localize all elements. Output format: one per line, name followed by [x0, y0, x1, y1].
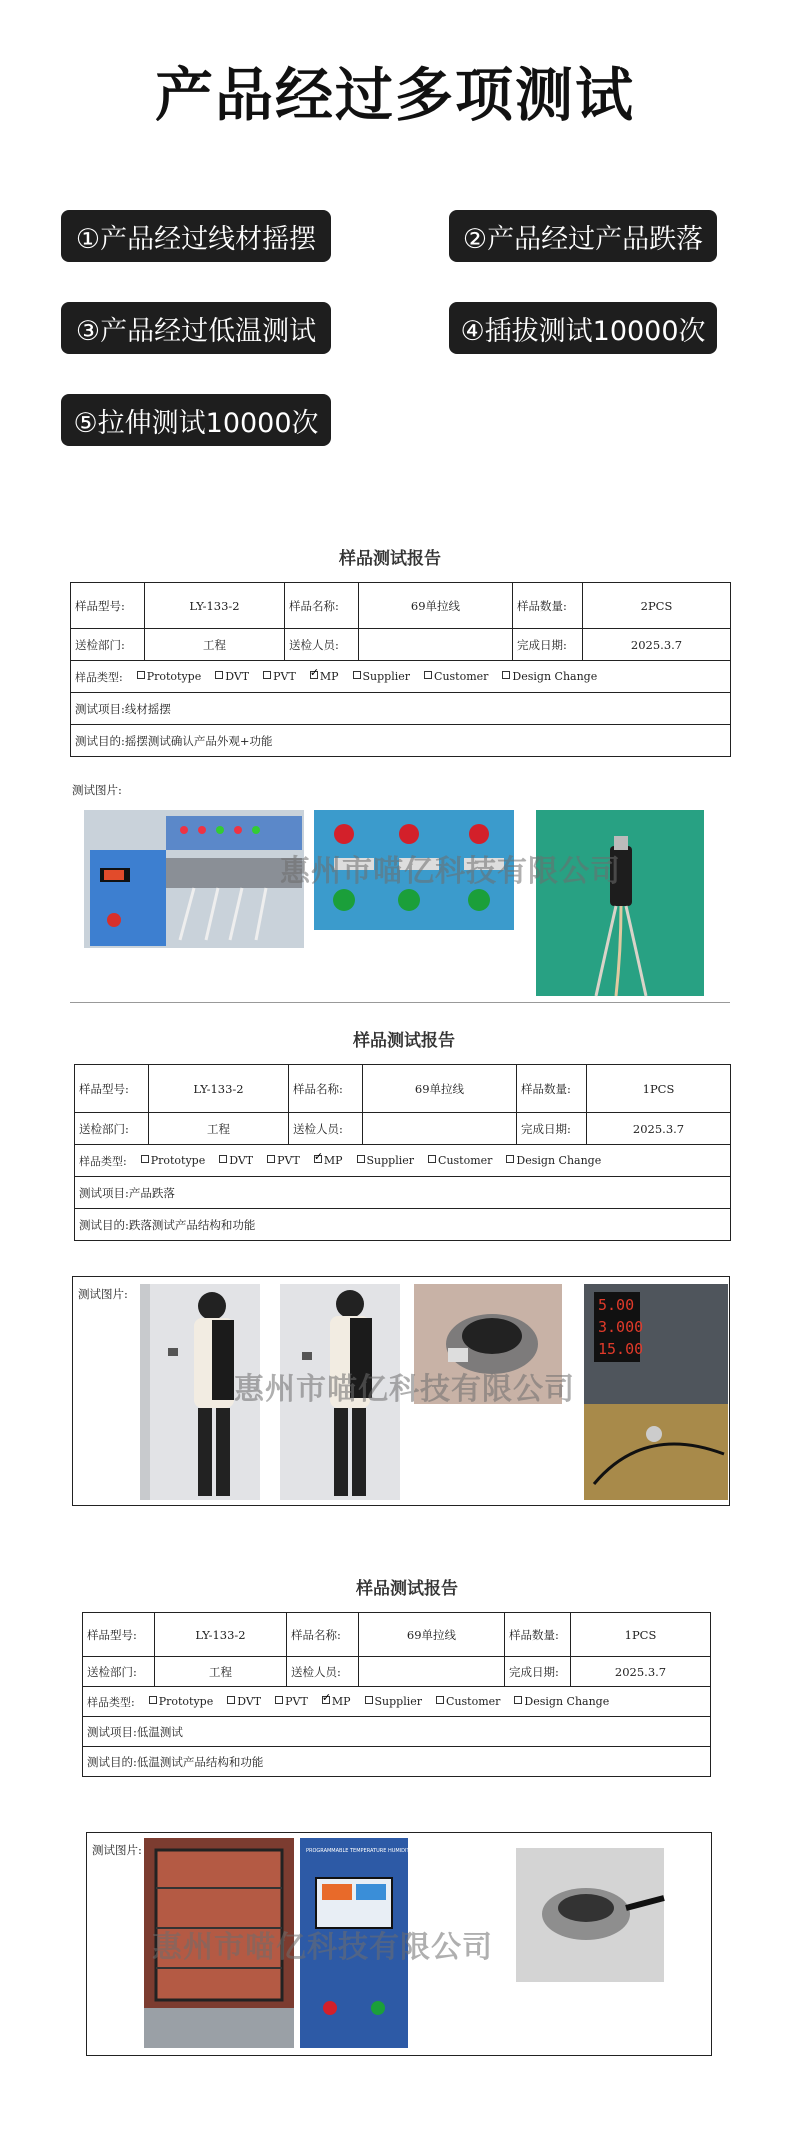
model-value: LY-133-2: [145, 583, 285, 629]
checkbox-icon: [141, 1155, 149, 1163]
test-tag-swing: ①产品经过线材摇摆: [61, 210, 331, 262]
page-title: 产品经过多项测试: [154, 61, 635, 129]
name-value: 69单拉线: [359, 1613, 505, 1657]
report-table: [82, 1612, 711, 1777]
dept-value: 工程: [149, 1113, 289, 1145]
type-option: Customer: [436, 1695, 500, 1708]
qty-value: 1PCS: [571, 1613, 711, 1657]
dept-label: 送检部门:: [71, 629, 145, 661]
checkbox-icon: [353, 671, 361, 679]
type-option-checked: ✓ MP: [310, 670, 339, 683]
model-value: LY-133-2: [149, 1065, 289, 1113]
report-3: [82, 1570, 732, 2060]
qty-label: 样品数量:: [517, 1065, 587, 1113]
date-label: 完成日期:: [517, 1113, 587, 1145]
type-option: Design Change: [514, 1695, 609, 1708]
type-option-checked: ✓ MP: [322, 1695, 351, 1708]
power-supply-illustration: [584, 1284, 728, 1500]
model-label: 样品型号:: [83, 1613, 155, 1657]
test-purpose-row: [71, 725, 731, 757]
chamber-label: PROGRAMMABLE TEMPERATURE HUMIDITY CHAMBER: [306, 1848, 440, 1854]
report-title: 样品测试报告: [356, 1579, 458, 1599]
checkbox-icon: [357, 1155, 365, 1163]
checked-checkbox-icon: [314, 1155, 322, 1163]
checkbox-icon: [219, 1155, 227, 1163]
checkbox-icon: [514, 1696, 522, 1704]
type-option-checked: ✓ MP: [314, 1154, 343, 1167]
person-value: [363, 1113, 517, 1145]
test-tag-drop: ②产品经过产品跌落: [449, 210, 717, 262]
psu-reading-3: 15.00: [598, 1340, 644, 1358]
type-option: Prototype: [141, 1154, 206, 1167]
model-label: 样品型号:: [71, 583, 145, 629]
model-value: LY-133-2: [155, 1613, 287, 1657]
power-supply-photo: [584, 1284, 728, 1500]
test-purpose-label: 测试目的:: [87, 1754, 137, 1769]
type-option: Prototype: [137, 670, 202, 683]
test-item-row: [71, 693, 731, 725]
report-divider: [70, 1002, 730, 1003]
date-value: 2025.3.7: [587, 1113, 731, 1145]
test-item-value: 产品跌落: [128, 1185, 175, 1200]
psu-reading-2: 3.000: [598, 1318, 644, 1336]
cable-sample-photo: [536, 810, 704, 996]
photo-label: 测试图片:: [92, 1843, 142, 1857]
person-label: 送检人员:: [285, 629, 359, 661]
checkbox-icon: [436, 1696, 444, 1704]
report-2: [74, 1020, 734, 1510]
low-temp-sample-photo: [516, 1848, 664, 1982]
checkbox-icon: [275, 1696, 283, 1704]
type-option: Customer: [428, 1154, 492, 1167]
report-title: 样品测试报告: [353, 1031, 455, 1051]
report-table: [74, 1064, 731, 1241]
watermark: 惠州市喵亿科技有限公司: [234, 1372, 575, 1407]
test-purpose-value: 摇摆测试确认产品外观+功能: [124, 733, 273, 748]
test-purpose-value: 跌落测试产品结构和功能: [128, 1217, 256, 1232]
checkbox-icon: [137, 671, 145, 679]
date-label: 完成日期:: [513, 629, 583, 661]
checkbox-icon: [215, 671, 223, 679]
type-option: Prototype: [149, 1695, 214, 1708]
type-option: Design Change: [506, 1154, 601, 1167]
person-value: [359, 629, 513, 661]
checkbox-icon: [365, 1696, 373, 1704]
date-value: 2025.3.7: [571, 1657, 711, 1687]
sample-illustration: [516, 1848, 664, 1982]
cable-sample-illustration: [536, 810, 704, 996]
date-value: 2025.3.7: [583, 629, 731, 661]
watermark: 惠州市喵亿科技有限公司: [152, 1930, 493, 1965]
type-label: 样品类型:: [87, 1695, 135, 1709]
test-tag-low-temp: ③产品经过低温测试: [61, 302, 331, 354]
type-row: [83, 1687, 711, 1717]
dept-value: 工程: [155, 1657, 287, 1687]
checkbox-icon: [227, 1696, 235, 1704]
type-option: Supplier: [357, 1154, 415, 1167]
test-purpose-row: [75, 1209, 731, 1241]
test-tag-stretch: ⑤拉伸测试10000次: [61, 394, 331, 446]
test-item-value: 线材摇摆: [124, 701, 171, 716]
psu-reading-1: 5.00: [598, 1296, 635, 1314]
type-option: PVT: [275, 1695, 308, 1708]
type-option: Design Change: [502, 670, 597, 683]
type-option: DVT: [227, 1695, 261, 1708]
checkbox-icon: [502, 671, 510, 679]
test-purpose-label: 测试目的:: [79, 1217, 129, 1232]
test-purpose-row: [83, 1747, 711, 1777]
swing-tester-photo: [84, 810, 304, 948]
type-option: Supplier: [353, 670, 411, 683]
photo-label: 测试图片:: [72, 783, 122, 797]
type-row: [71, 661, 731, 693]
checked-checkbox-icon: [322, 1696, 330, 1704]
type-row: [75, 1145, 731, 1177]
test-item-value: 低温测试: [136, 1724, 183, 1739]
checkbox-icon: [428, 1155, 436, 1163]
checked-checkbox-icon: [310, 671, 318, 679]
report-1: [70, 540, 730, 1006]
type-option: DVT: [219, 1154, 253, 1167]
person-label: 送检人员:: [287, 1657, 359, 1687]
name-label: 样品名称:: [287, 1613, 359, 1657]
photo-label: 测试图片:: [78, 1287, 128, 1301]
person-value: [359, 1657, 505, 1687]
checkbox-icon: [506, 1155, 514, 1163]
type-label: 样品类型:: [79, 1154, 127, 1168]
test-item-label: 测试项目:: [75, 701, 125, 716]
checkbox-icon: [149, 1696, 157, 1704]
report-table: [70, 582, 731, 757]
test-purpose-value: 低温测试产品结构和功能: [136, 1754, 264, 1769]
checkbox-icon: [263, 671, 271, 679]
qty-label: 样品数量:: [505, 1613, 571, 1657]
watermark: 惠州市喵亿科技有限公司: [280, 854, 621, 889]
name-label: 样品名称:: [289, 1065, 363, 1113]
name-value: 69单拉线: [359, 583, 513, 629]
test-item-row: [75, 1177, 731, 1209]
qty-value: 1PCS: [587, 1065, 731, 1113]
test-item-label: 测试项目:: [79, 1185, 129, 1200]
person-label: 送检人员:: [289, 1113, 363, 1145]
report-title: 样品测试报告: [339, 549, 441, 569]
type-option: Supplier: [365, 1695, 423, 1708]
test-item-label: 测试项目:: [87, 1724, 137, 1739]
type-label: 样品类型:: [75, 670, 123, 684]
checkbox-icon: [267, 1155, 275, 1163]
date-label: 完成日期:: [505, 1657, 571, 1687]
name-label: 样品名称:: [285, 583, 359, 629]
test-purpose-label: 测试目的:: [75, 733, 125, 748]
name-value: 69单拉线: [363, 1065, 517, 1113]
qty-label: 样品数量:: [513, 583, 583, 629]
type-option: DVT: [215, 670, 249, 683]
checkbox-icon: [424, 671, 432, 679]
model-label: 样品型号:: [75, 1065, 149, 1113]
type-option: PVT: [263, 670, 296, 683]
dept-label: 送检部门:: [83, 1657, 155, 1687]
test-tag-plug: ④插拔测试10000次: [449, 302, 717, 354]
qty-value: 2PCS: [583, 583, 731, 629]
dept-label: 送检部门:: [75, 1113, 149, 1145]
type-option: PVT: [267, 1154, 300, 1167]
swing-tester-illustration: [84, 810, 304, 948]
dept-value: 工程: [145, 629, 285, 661]
test-item-row: [83, 1717, 711, 1747]
type-option: Customer: [424, 670, 488, 683]
